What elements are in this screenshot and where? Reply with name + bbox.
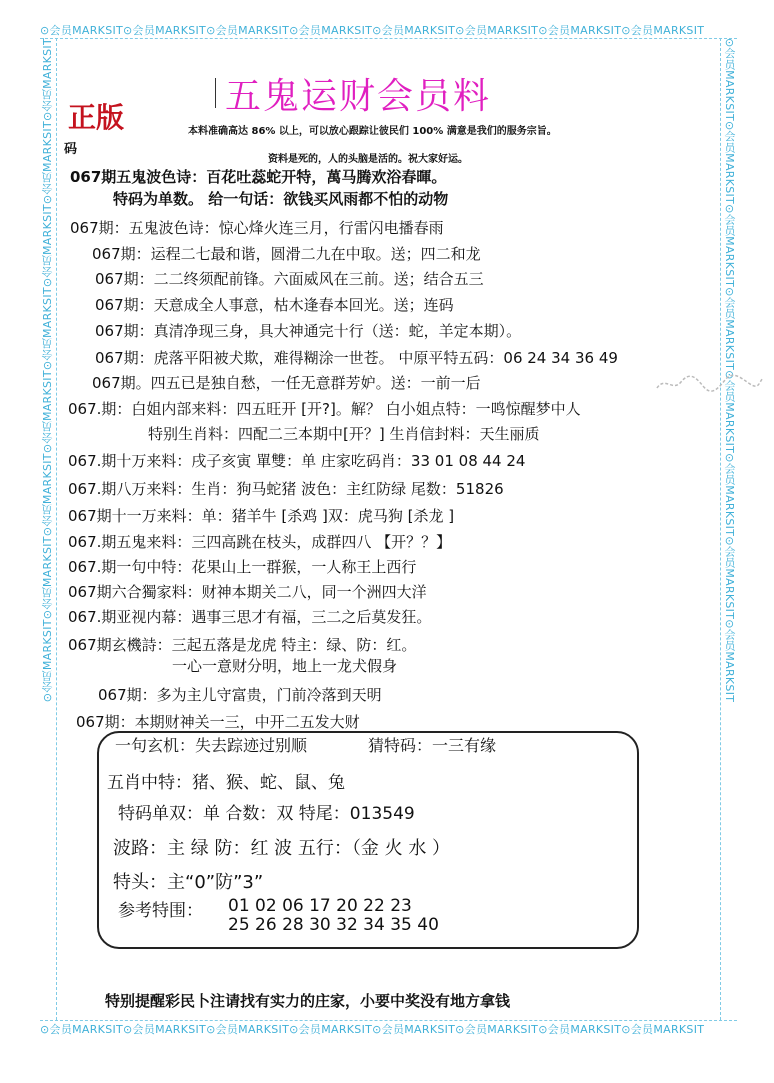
border-top [40,22,737,39]
list-item: 067期：真清净现三身，具大神通完十行（送：蛇，羊定本期）。 [95,322,522,340]
edge-mark: 码 [64,142,78,157]
footer-note: 特别提醒彩民卜注请找有实力的庄家，小要中奖没有地方拿钱 [105,992,511,1010]
list-item: 067期六合獨家料：财神本期关二八，同一个洲四大洋 [68,583,427,601]
border-text: ⊙会员MARKSIT⊙会员MARKSIT⊙会员MARKSIT⊙会员MARKSIT⊙会员MARKSIT⊙会员MARKSIT⊙会员MARKSIT⊙会员MARKSIT [41,38,54,703]
list-item: 067期：五鬼波色诗：惊心烽火连三月，行雷闪电播春雨 [70,219,444,237]
border-right [720,38,737,1020]
page-title: 五鬼运财会员料 [225,76,492,117]
list-item: 特别生肖料：四配二三本期中[开？] 生肖信封料：天生丽质 [148,425,540,443]
border-left [40,38,57,1020]
list-item: 067.期八万来料：生肖：狗马蛇猪 波色：主红防绿 尾数：51826 [68,480,504,498]
subtitle-accuracy: 本料准确高达 86% 以上，可以放心跟踪让彼民们 100% 满意是我们的服务宗旨。 [188,126,557,137]
list-item: 067.期五鬼来料：三四高跳在枝头，成群四八 【开？？】 [68,533,452,551]
list-item: 067期：多为主儿守富贵，门前冷落到天明 [98,686,382,704]
list-item: 067期五鬼波色诗：百花吐蕊蛇开特，萬马腾欢浴春暉。 [70,168,447,186]
box-range-row1: 01 02 06 17 20 22 23 [228,896,412,916]
list-item: 067.期一句中特：花果山上一群猴，一人称王上西行 [68,558,417,576]
list-item: 067期：天意成全人事意，枯木逢春本回光。送；连码 [95,296,454,314]
list-item: 067.期十万来料：戌子亥寅 單雙：单 庄家吃码肖：33 01 08 44 24 [68,452,526,470]
box-oddeven: 特码单双：单 合数：双 特尾：013549 [118,804,415,824]
scribble-mark [655,372,765,394]
list-item: 特码为单数。 给一句话：欲钱买风雨都不怕的动物 [113,190,449,208]
border-text: ⊙会员MARKSIT⊙会员MARKSIT⊙会员MARKSIT⊙会员MARKSIT⊙会员MARKSIT⊙会员MARKSIT⊙会员MARKSIT⊙会员MARKSIT [40,24,705,37]
list-item: 067期：本期财神关一三，中开二五发大财 [76,713,360,731]
list-item: 067期：二二终须配前锋。六面威风在三前。送；结合五三 [95,270,484,288]
border-text: ⊙会员MARKSIT⊙会员MARKSIT⊙会员MARKSIT⊙会员MARKSIT⊙会员MARKSIT⊙会员MARKSIT⊙会员MARKSIT⊙会员MARKSIT [723,38,736,703]
list-item: 067期玄機詩：三起五落是龙虎 特主：绿、防：红。 [68,636,417,654]
list-item: 一心一意财分明，地上一龙犬假身 [172,657,398,675]
list-item: 067.期亚视内幕：遇事三思才有福，三二之后莫发狂。 [68,608,432,626]
box-head: 特头：主“0”防”3” [113,872,264,893]
box-hint: 一句玄机：失去踪迹过别顺 [115,736,308,755]
box-range-row2: 25 26 28 30 32 34 35 40 [228,915,439,935]
title-divider [215,78,219,108]
list-item: 067期十一万来料：单：猪羊牛 [杀鸡 ]双：虎马狗 [杀龙 ] [68,507,455,525]
list-item: 067.期：白姐内部来料：四五旺开 [开?]。解？ 白小姐点特：一鸣惊醒梦中人 [68,400,581,418]
border-text: ⊙会员MARKSIT⊙会员MARKSIT⊙会员MARKSIT⊙会员MARKSIT⊙会员MARKSIT⊙会员MARKSIT⊙会员MARKSIT⊙会员MARKSIT [40,1023,705,1036]
box-zodiac: 五肖中特：猪、猴、蛇、鼠、兔 [107,773,345,793]
list-item: 067期。四五已是独自愁，一任无意群芳妒。送：一前一后 [92,374,481,392]
box-wave: 波路：主 绿 防：红 波 五行：（金 火 水 ） [113,838,451,859]
list-item: 067期：运程二七最和谐，圆滑二九在中取。送；四二和龙 [92,245,481,263]
list-item: 067期：虎落平阳被犬欺，难得糊涂一世苍。 中原平特五码：06 24 34 36 49 [95,349,618,367]
edition-badge: 正版 [68,101,125,134]
border-bottom [40,1020,737,1037]
box-range-label: 参考特围： [118,901,203,921]
subtitle-motto: 资料是死的，人的头脑是活的。祝大家好运。 [268,154,468,165]
box-guess: 猜特码：一三有缘 [368,736,497,755]
